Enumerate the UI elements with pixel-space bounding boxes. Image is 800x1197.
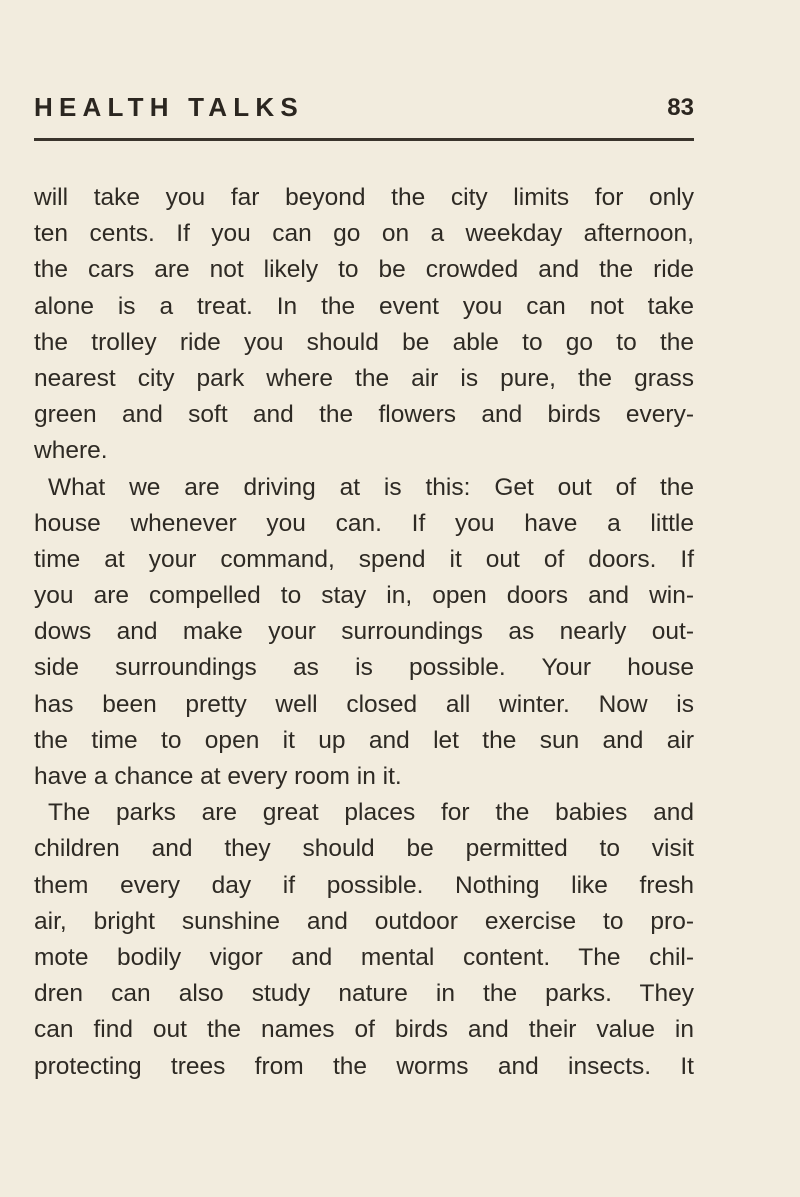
text-line: alone is a treat. In the event you can not take xyxy=(34,292,694,320)
text-line: time at your command, spend it out of doors. If xyxy=(34,545,694,573)
page-number: 83 xyxy=(667,94,694,121)
text-line: green and soft and the flowers and birds every- xyxy=(34,401,694,429)
text-line: has been pretty well closed all winter. Now is xyxy=(34,690,694,718)
text-line: side surroundings as is possible. Your house xyxy=(34,654,694,682)
text-line: them every day if possible. Nothing like fresh xyxy=(34,871,694,899)
running-title: HEALTH TALKS xyxy=(34,92,304,122)
text-line: The parks are great places for the babies and xyxy=(48,799,694,827)
text-line: dren can also study nature in the parks. They xyxy=(34,980,694,1008)
text-line: dows and make your surroundings as nearly out- xyxy=(34,618,694,646)
text-line: where. xyxy=(34,437,108,465)
text-line: air, bright sunshine and outdoor exercise to pro- xyxy=(34,907,694,935)
text-line: nearest city park where the air is pure, the grass xyxy=(34,364,694,392)
text-line: What we are driving at is this: Get out of the xyxy=(48,473,694,501)
text-line: have a chance at every room in it. xyxy=(34,763,402,790)
text-line: ten cents. If you can go on a weekday afternoon, xyxy=(34,220,694,248)
body-text xyxy=(34,180,694,1085)
running-head xyxy=(34,92,694,128)
text-line: children and they should be permitted to visit xyxy=(34,835,694,863)
text-line: you are compelled to stay in, open doors and win- xyxy=(34,582,694,610)
text-line: will take you far beyond the city limits for only xyxy=(34,184,694,211)
text-line: can find out the names of birds and their value in xyxy=(34,1016,694,1044)
text-line: mote bodily vigor and mental content. The chil- xyxy=(34,943,694,971)
header-rule xyxy=(34,138,694,141)
text-line: the trolley ride you should be able to go to the xyxy=(34,328,694,356)
text-line: protecting trees from the worms and insects. It xyxy=(34,1052,694,1080)
text-line: house whenever you can. If you have a little xyxy=(34,509,694,537)
text-line: the cars are not likely to be crowded and the ride xyxy=(34,256,694,284)
text-line: the time to open it up and let the sun and air xyxy=(34,726,694,754)
